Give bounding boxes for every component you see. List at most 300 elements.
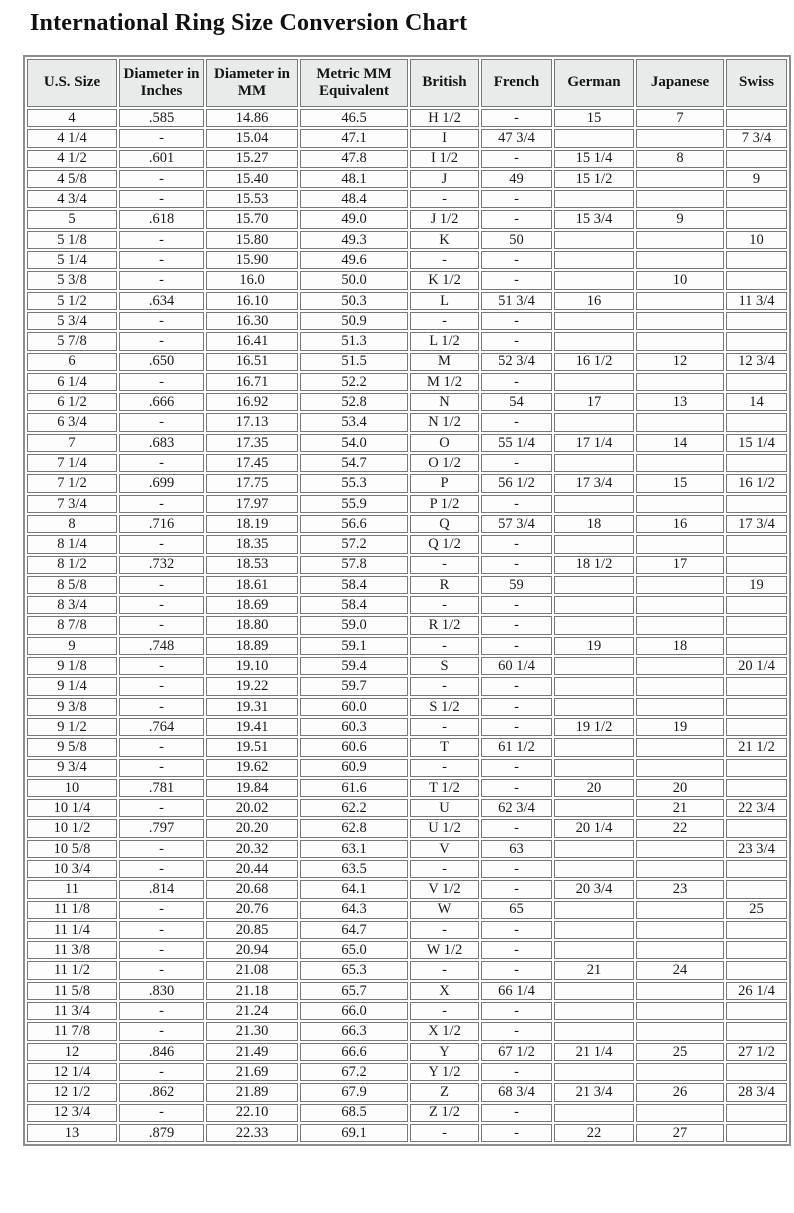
- table-cell: -: [481, 1002, 552, 1020]
- table-cell: S: [410, 657, 479, 675]
- table-cell: 17.35: [206, 434, 298, 452]
- table-cell: 7 3/4: [27, 495, 117, 513]
- table-row: [27, 880, 787, 898]
- table-cell: 19.31: [206, 698, 298, 716]
- table-row: [27, 1043, 787, 1061]
- table-cell: 65: [481, 901, 552, 919]
- table-cell: -: [119, 1022, 204, 1040]
- table-cell: 63.5: [300, 860, 408, 878]
- table-cell: [554, 901, 634, 919]
- table-cell: [636, 170, 724, 188]
- table-cell: -: [481, 596, 552, 614]
- table-row: [27, 312, 787, 330]
- table-cell: K 1/2: [410, 271, 479, 289]
- table-cell: 21 1/4: [554, 1043, 634, 1061]
- header-cell: U.S. Size: [27, 59, 117, 107]
- table-cell: -: [119, 901, 204, 919]
- table-cell: [636, 1063, 724, 1081]
- table-row: [27, 616, 787, 634]
- table-cell: H 1/2: [410, 109, 479, 127]
- table-cell: 7: [636, 109, 724, 127]
- table-cell: [636, 251, 724, 269]
- table-cell: .666: [119, 393, 204, 411]
- table-cell: .846: [119, 1043, 204, 1061]
- table-cell: P 1/2: [410, 495, 479, 513]
- table-row: [27, 1124, 787, 1142]
- table-row: [27, 535, 787, 553]
- table-cell: [726, 759, 787, 777]
- table-cell: Z: [410, 1083, 479, 1101]
- table-cell: 20.20: [206, 819, 298, 837]
- table-cell: [554, 799, 634, 817]
- table-cell: [726, 1063, 787, 1081]
- table-cell: [636, 535, 724, 553]
- table-row: [27, 982, 787, 1000]
- table-cell: -: [410, 596, 479, 614]
- table-cell: 64.1: [300, 880, 408, 898]
- table-cell: 10: [636, 271, 724, 289]
- table-cell: -: [119, 535, 204, 553]
- table-cell: [636, 312, 724, 330]
- table-cell: 57 3/4: [481, 515, 552, 533]
- table-cell: 16.92: [206, 393, 298, 411]
- table-cell: 17 1/4: [554, 434, 634, 452]
- table-header: [27, 59, 787, 107]
- table-cell: 4 3/4: [27, 190, 117, 208]
- table-cell: L 1/2: [410, 332, 479, 350]
- header-cell: French: [481, 59, 552, 107]
- table-cell: 59.0: [300, 616, 408, 634]
- table-cell: 20.68: [206, 880, 298, 898]
- table-cell: .748: [119, 637, 204, 655]
- table-header-row: [27, 59, 787, 107]
- table-cell: 56.6: [300, 515, 408, 533]
- table-cell: -: [481, 373, 552, 391]
- table-cell: -: [481, 210, 552, 228]
- table-cell: [636, 941, 724, 959]
- table-cell: 8 3/4: [27, 596, 117, 614]
- table-cell: 6 1/2: [27, 393, 117, 411]
- table-cell: [554, 860, 634, 878]
- table-row: [27, 941, 787, 959]
- table-cell: 9 3/4: [27, 759, 117, 777]
- table-cell: -: [119, 596, 204, 614]
- table-cell: R 1/2: [410, 616, 479, 634]
- table-cell: -: [119, 961, 204, 979]
- table-cell: [636, 616, 724, 634]
- table-cell: -: [481, 1104, 552, 1122]
- table-cell: 11 1/2: [27, 961, 117, 979]
- table-cell: 21.49: [206, 1043, 298, 1061]
- table-cell: [636, 454, 724, 472]
- table-cell: 13: [27, 1124, 117, 1142]
- table-cell: 17 3/4: [726, 515, 787, 533]
- table-cell: -: [481, 860, 552, 878]
- table-row: [27, 353, 787, 371]
- table-cell: [726, 556, 787, 574]
- table-cell: [554, 1022, 634, 1040]
- table-cell: -: [481, 819, 552, 837]
- table-cell: [726, 698, 787, 716]
- table-cell: 10 1/2: [27, 819, 117, 837]
- table-cell: 55.3: [300, 474, 408, 492]
- table-cell: [726, 779, 787, 797]
- table-cell: 17: [636, 556, 724, 574]
- table-cell: -: [481, 637, 552, 655]
- table-cell: [726, 210, 787, 228]
- table-cell: 11 3/8: [27, 941, 117, 959]
- table-cell: 15.27: [206, 150, 298, 168]
- table-cell: [726, 941, 787, 959]
- table-cell: [726, 961, 787, 979]
- table-cell: 21.30: [206, 1022, 298, 1040]
- table-cell: [726, 677, 787, 695]
- table-row: [27, 474, 787, 492]
- table-cell: [554, 190, 634, 208]
- table-cell: I 1/2: [410, 150, 479, 168]
- table-cell: 53.4: [300, 413, 408, 431]
- table-cell: [554, 698, 634, 716]
- table-row: [27, 921, 787, 939]
- table-cell: 27 1/2: [726, 1043, 787, 1061]
- table-cell: 4 1/4: [27, 129, 117, 147]
- table-cell: 14: [636, 434, 724, 452]
- table-cell: 20.32: [206, 840, 298, 858]
- table-cell: 16.10: [206, 292, 298, 310]
- table-cell: 66.6: [300, 1043, 408, 1061]
- table-cell: -: [481, 921, 552, 939]
- table-cell: 18.80: [206, 616, 298, 634]
- table-cell: -: [119, 738, 204, 756]
- table-cell: 59.4: [300, 657, 408, 675]
- table-cell: 6 3/4: [27, 413, 117, 431]
- table-cell: 63: [481, 840, 552, 858]
- table-row: [27, 901, 787, 919]
- table-cell: 15.04: [206, 129, 298, 147]
- table-cell: [726, 880, 787, 898]
- table-cell: 15.70: [206, 210, 298, 228]
- table-row: [27, 576, 787, 594]
- table-cell: 22: [554, 1124, 634, 1142]
- table-cell: 50.0: [300, 271, 408, 289]
- table-row: [27, 170, 787, 188]
- table-cell: [554, 616, 634, 634]
- table-cell: 24: [636, 961, 724, 979]
- table-cell: 17.45: [206, 454, 298, 472]
- table-row: [27, 109, 787, 127]
- table-cell: 20 3/4: [554, 880, 634, 898]
- table-row: [27, 698, 787, 716]
- table-row: [27, 454, 787, 472]
- table-cell: -: [481, 961, 552, 979]
- table-cell: 15 3/4: [554, 210, 634, 228]
- table-cell: Z 1/2: [410, 1104, 479, 1122]
- table-cell: 50: [481, 231, 552, 249]
- table-cell: -: [119, 190, 204, 208]
- ring-size-conversion-table: [23, 55, 791, 1146]
- table-cell: 18.19: [206, 515, 298, 533]
- table-cell: 8 1/4: [27, 535, 117, 553]
- table-cell: 4 1/2: [27, 150, 117, 168]
- table-cell: -: [119, 332, 204, 350]
- table-row: [27, 718, 787, 736]
- table-row: [27, 150, 787, 168]
- table-cell: 5 3/4: [27, 312, 117, 330]
- table-cell: 27: [636, 1124, 724, 1142]
- table-row: [27, 231, 787, 249]
- table-cell: .862: [119, 1083, 204, 1101]
- table-cell: [726, 1002, 787, 1020]
- table-cell: [636, 190, 724, 208]
- table-cell: -: [119, 921, 204, 939]
- table-cell: -: [119, 657, 204, 675]
- table-cell: 55.9: [300, 495, 408, 513]
- table-cell: 17: [554, 393, 634, 411]
- table-cell: 57.2: [300, 535, 408, 553]
- table-cell: -: [410, 312, 479, 330]
- table-cell: 51.3: [300, 332, 408, 350]
- header-cell: Metric MM Equivalent: [300, 59, 408, 107]
- table-cell: 20.85: [206, 921, 298, 939]
- table-cell: -: [481, 495, 552, 513]
- table-cell: 47 3/4: [481, 129, 552, 147]
- table-cell: 16.51: [206, 353, 298, 371]
- table-cell: 66 1/4: [481, 982, 552, 1000]
- table-row: [27, 495, 787, 513]
- table-cell: [636, 860, 724, 878]
- table-cell: R: [410, 576, 479, 594]
- table-cell: 4 5/8: [27, 170, 117, 188]
- table-cell: [554, 596, 634, 614]
- table-row: [27, 393, 787, 411]
- table-cell: .879: [119, 1124, 204, 1142]
- table-cell: U 1/2: [410, 819, 479, 837]
- table-cell: -: [119, 454, 204, 472]
- table-cell: -: [481, 332, 552, 350]
- table-cell: U: [410, 799, 479, 817]
- table-cell: [726, 637, 787, 655]
- table-cell: [554, 271, 634, 289]
- table-body: [27, 109, 787, 1142]
- table-row: [27, 271, 787, 289]
- table-cell: 16.41: [206, 332, 298, 350]
- table-cell: 19.41: [206, 718, 298, 736]
- page-title: International Ring Size Conversion Chart: [30, 10, 468, 36]
- table-cell: 20 1/4: [554, 819, 634, 837]
- table-cell: V 1/2: [410, 880, 479, 898]
- table-cell: [636, 292, 724, 310]
- table-cell: [554, 738, 634, 756]
- table-cell: -: [119, 170, 204, 188]
- table-cell: [636, 576, 724, 594]
- table-cell: 54: [481, 393, 552, 411]
- table-cell: 4: [27, 109, 117, 127]
- table-row: [27, 637, 787, 655]
- table-row: [27, 1022, 787, 1040]
- table-cell: .601: [119, 150, 204, 168]
- table-cell: -: [119, 677, 204, 695]
- table-cell: O 1/2: [410, 454, 479, 472]
- table-cell: N 1/2: [410, 413, 479, 431]
- table-cell: [636, 332, 724, 350]
- table-cell: [726, 150, 787, 168]
- table-cell: 25: [726, 901, 787, 919]
- table-cell: -: [481, 698, 552, 716]
- table-cell: -: [119, 495, 204, 513]
- table-cell: 15 1/4: [554, 150, 634, 168]
- table-cell: -: [119, 231, 204, 249]
- table-cell: 20: [554, 779, 634, 797]
- table-cell: 21.24: [206, 1002, 298, 1020]
- table-cell: -: [481, 413, 552, 431]
- table-cell: 20.94: [206, 941, 298, 959]
- table-cell: .585: [119, 109, 204, 127]
- table-cell: 20.02: [206, 799, 298, 817]
- table-cell: 67 1/2: [481, 1043, 552, 1061]
- table-cell: 14.86: [206, 109, 298, 127]
- table-cell: 21.69: [206, 1063, 298, 1081]
- table-cell: 16.71: [206, 373, 298, 391]
- table-cell: [636, 1002, 724, 1020]
- table-cell: -: [119, 413, 204, 431]
- table-cell: 10 1/4: [27, 799, 117, 817]
- table-cell: 15.40: [206, 170, 298, 188]
- table-row: [27, 677, 787, 695]
- table-row: [27, 759, 787, 777]
- table-cell: -: [119, 799, 204, 817]
- table-cell: 56 1/2: [481, 474, 552, 492]
- table-cell: 61 1/2: [481, 738, 552, 756]
- table-cell: 9: [636, 210, 724, 228]
- table-cell: 18.53: [206, 556, 298, 574]
- table-cell: -: [410, 190, 479, 208]
- table-cell: 9: [27, 637, 117, 655]
- table-cell: [554, 1063, 634, 1081]
- table-cell: 64.3: [300, 901, 408, 919]
- table-cell: [636, 759, 724, 777]
- table-cell: -: [119, 616, 204, 634]
- table-cell: 20.44: [206, 860, 298, 878]
- table-cell: 10: [726, 231, 787, 249]
- table-cell: [554, 231, 634, 249]
- table-cell: 19.62: [206, 759, 298, 777]
- table-cell: -: [481, 1063, 552, 1081]
- table-cell: N: [410, 393, 479, 411]
- table-cell: 15.53: [206, 190, 298, 208]
- table-cell: 46.5: [300, 109, 408, 127]
- table-cell: 15: [636, 474, 724, 492]
- table-cell: 5 1/8: [27, 231, 117, 249]
- table-cell: [554, 413, 634, 431]
- table-cell: -: [481, 150, 552, 168]
- table-cell: L: [410, 292, 479, 310]
- table-row: [27, 799, 787, 817]
- table-cell: 8: [636, 150, 724, 168]
- table-cell: -: [481, 556, 552, 574]
- table-cell: 6: [27, 353, 117, 371]
- table-cell: 51.5: [300, 353, 408, 371]
- table-cell: [554, 1002, 634, 1020]
- table-cell: -: [410, 860, 479, 878]
- table-cell: [726, 616, 787, 634]
- table-cell: [636, 495, 724, 513]
- table-cell: 65.0: [300, 941, 408, 959]
- table-cell: -: [410, 759, 479, 777]
- table-cell: 11 3/4: [27, 1002, 117, 1020]
- table-cell: 49.6: [300, 251, 408, 269]
- table-cell: 15 1/2: [554, 170, 634, 188]
- table-cell: [636, 373, 724, 391]
- table-cell: 9 1/4: [27, 677, 117, 695]
- table-cell: 49.3: [300, 231, 408, 249]
- table-cell: Q: [410, 515, 479, 533]
- table-cell: T: [410, 738, 479, 756]
- table-cell: 20.76: [206, 901, 298, 919]
- table-row: [27, 840, 787, 858]
- table-cell: -: [481, 109, 552, 127]
- table-cell: .683: [119, 434, 204, 452]
- table-cell: 62 3/4: [481, 799, 552, 817]
- table-cell: 8 5/8: [27, 576, 117, 594]
- table-cell: X: [410, 982, 479, 1000]
- table-cell: 67.9: [300, 1083, 408, 1101]
- table-cell: 8 1/2: [27, 556, 117, 574]
- table-cell: 50.9: [300, 312, 408, 330]
- table-cell: [636, 698, 724, 716]
- table-cell: X 1/2: [410, 1022, 479, 1040]
- table-cell: -: [119, 840, 204, 858]
- table-cell: T 1/2: [410, 779, 479, 797]
- table-cell: Y: [410, 1043, 479, 1061]
- table-cell: 18.69: [206, 596, 298, 614]
- table-cell: 12 3/4: [726, 353, 787, 371]
- table-cell: 13: [636, 393, 724, 411]
- table-cell: 60.9: [300, 759, 408, 777]
- table-cell: -: [481, 759, 552, 777]
- table-cell: -: [481, 271, 552, 289]
- table-cell: 10: [27, 779, 117, 797]
- table-cell: 5 3/8: [27, 271, 117, 289]
- table-cell: 5: [27, 210, 117, 228]
- table-cell: -: [119, 698, 204, 716]
- table-cell: .781: [119, 779, 204, 797]
- table-cell: [554, 332, 634, 350]
- table-cell: -: [119, 129, 204, 147]
- table-cell: [554, 576, 634, 594]
- table-cell: 5 7/8: [27, 332, 117, 350]
- table-cell: V: [410, 840, 479, 858]
- table-cell: [726, 312, 787, 330]
- table-cell: [726, 535, 787, 553]
- table-cell: [726, 1104, 787, 1122]
- table-cell: 22.33: [206, 1124, 298, 1142]
- table-cell: 18: [554, 515, 634, 533]
- table-cell: [636, 901, 724, 919]
- table-cell: [636, 738, 724, 756]
- table-cell: 11 1/4: [27, 921, 117, 939]
- table-cell: 6 1/4: [27, 373, 117, 391]
- table-cell: -: [410, 556, 479, 574]
- table-cell: [726, 596, 787, 614]
- table-cell: 11 3/4: [726, 292, 787, 310]
- table-cell: 16 1/2: [554, 353, 634, 371]
- header-cell: British: [410, 59, 479, 107]
- table-cell: [554, 840, 634, 858]
- table-cell: -: [119, 271, 204, 289]
- table-cell: [726, 190, 787, 208]
- table-cell: 19: [554, 637, 634, 655]
- table-cell: 19 1/2: [554, 718, 634, 736]
